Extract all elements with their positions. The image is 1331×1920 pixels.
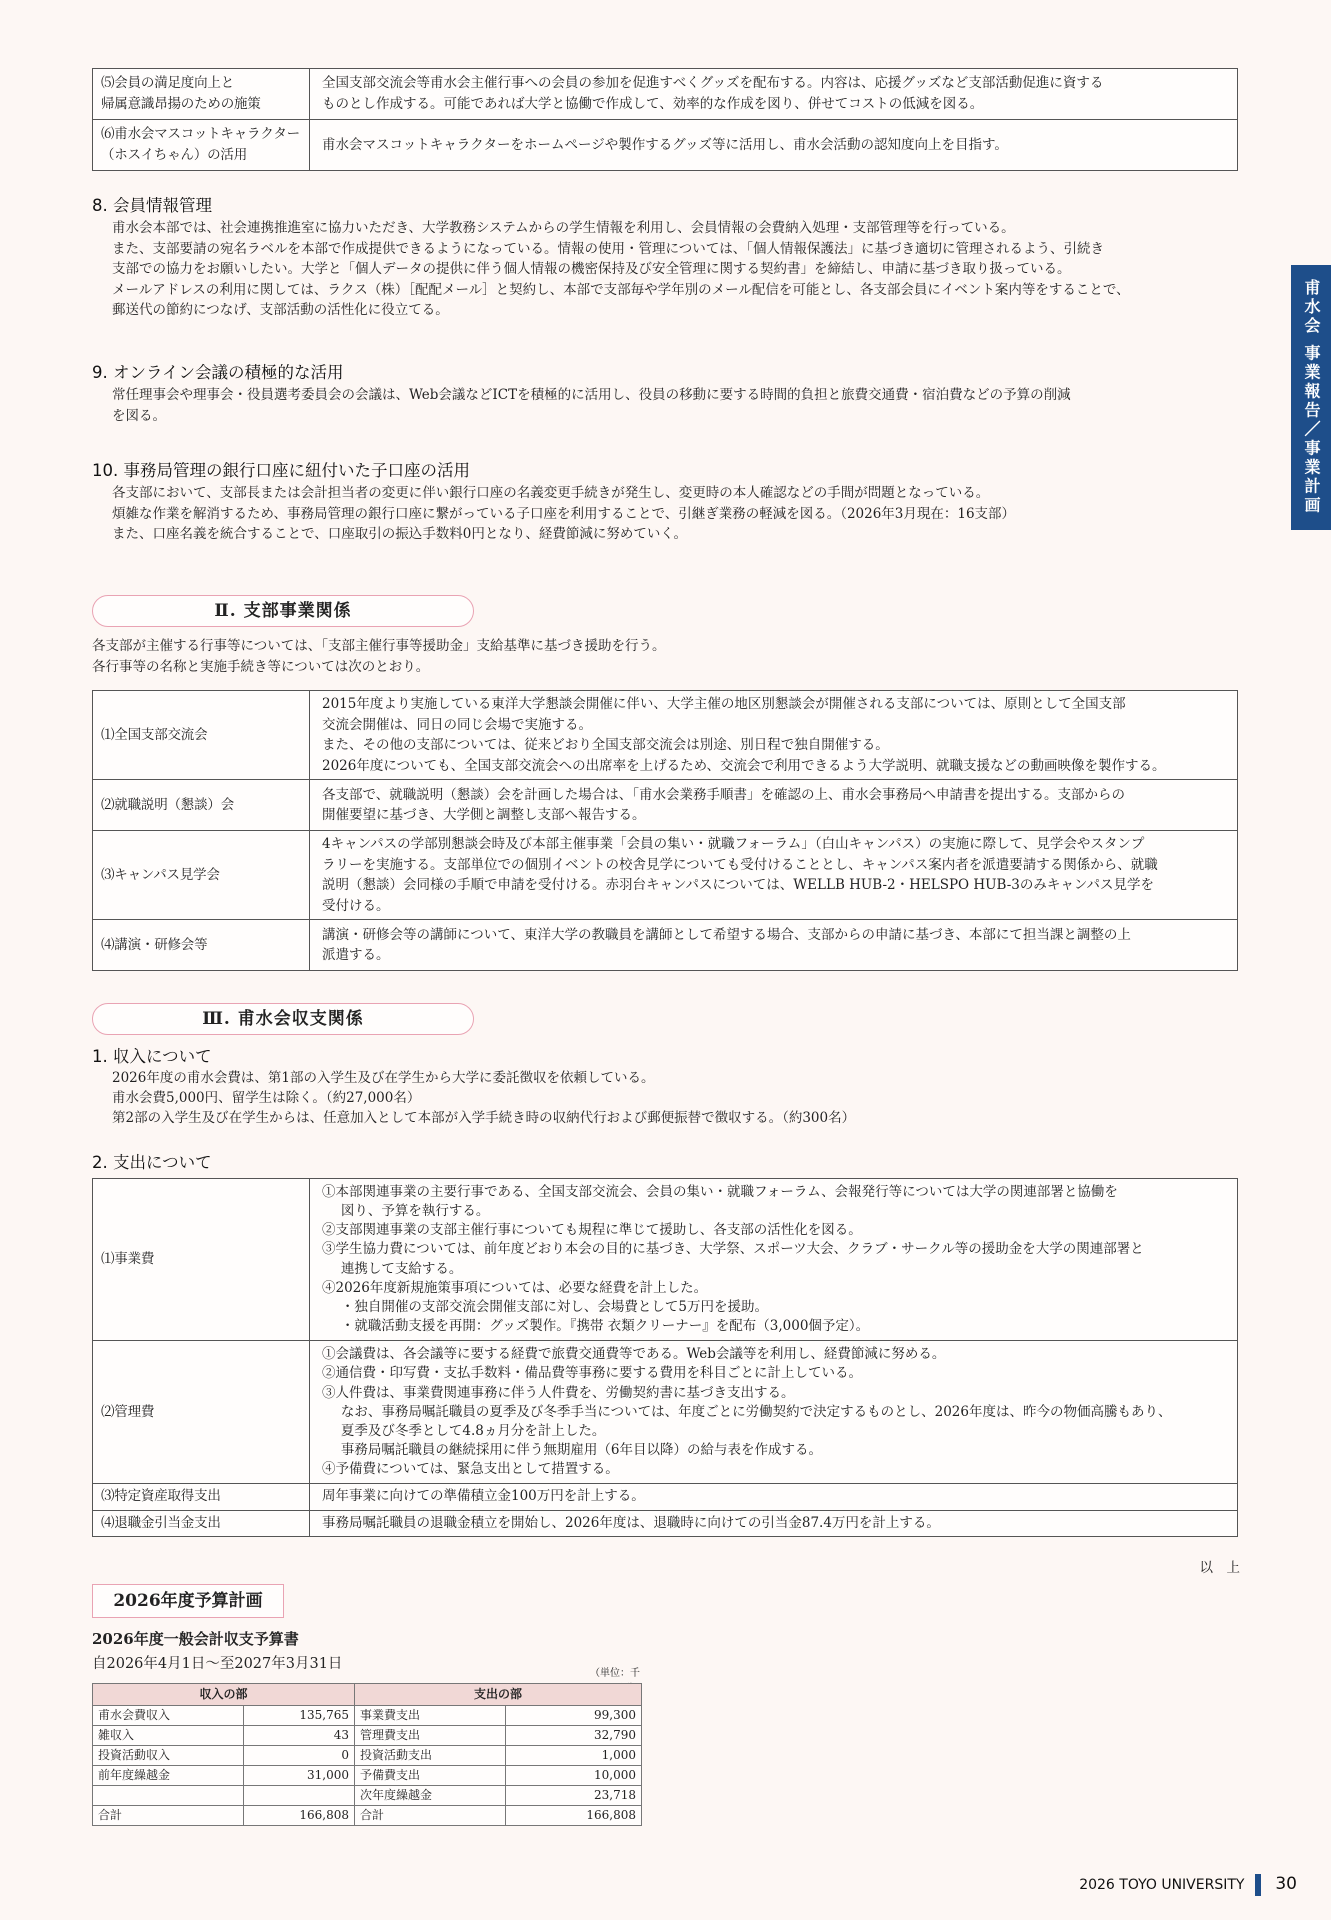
table-row bbox=[93, 69, 1238, 120]
section-title: 1. 収入について bbox=[92, 1047, 212, 1066]
row-head: ⑴全国支部交流会 bbox=[93, 691, 310, 780]
table-row bbox=[93, 1341, 1238, 1484]
expense-value: 32,790 bbox=[506, 1726, 642, 1746]
part2-heading: Ⅱ. 支部事業関係 bbox=[92, 595, 474, 627]
text-line: 各支部において、支部長または会計担当者の変更に伴い銀行口座の名義変更手続きが発生し、変更時の本人確認などの手間が問題となっている。 bbox=[112, 485, 990, 502]
table-row bbox=[93, 1766, 642, 1786]
text-line: 図り、予算を執行する。 bbox=[340, 1203, 490, 1220]
income-label: 雑収入 bbox=[93, 1726, 244, 1746]
text-line: を図る。 bbox=[112, 407, 166, 424]
branch-events-table bbox=[92, 690, 1238, 971]
text-line: ・就職活動支援を再開：グッズ製作。『携帯 衣類クリーナー』を配布（3,000個予定）。 bbox=[340, 1318, 870, 1335]
table-row bbox=[93, 1706, 642, 1726]
text-line: ②支部関連事業の支部主催行事についても規程に準じて援助し、各支部の活性化を図る。 bbox=[322, 1222, 862, 1239]
table-row bbox=[93, 1786, 642, 1806]
income-value: 43 bbox=[244, 1726, 355, 1746]
table-row bbox=[93, 780, 1238, 831]
text-line: 各支部が主催する行事等については、「支部主催行事等援助金」支給基準に基づき援助を行う。 bbox=[92, 638, 666, 654]
row-body: 2015年度より実施している東洋大学懇談会開催に伴い、大学主催の地区別懇談会が開催される支部については、原則として全国支部 交流会開催は、同日の同じ会場で実施する。 また、その他の支部については、従来どおり全国支部交流会は別途、別日程で独自開催する。 2026年度についても、全国支部交流会への出席率を上げるため、交流会で利用できるよう大学説明、就職支援などの動画映像を製作する。 bbox=[310, 691, 1238, 780]
table-row bbox=[93, 691, 1238, 780]
budget-table bbox=[92, 1683, 642, 1826]
text-line: 夏季及び冬季として4.8ヵ月分を計上した。 bbox=[340, 1422, 606, 1439]
text-line: また、口座名義を統合することで、口座取引の振込手数料0円となり、経費節減に努めていく。 bbox=[112, 526, 688, 543]
row-body bbox=[310, 1179, 1238, 1341]
text-line: ②通信費・印写費・支払手数料・備品費等事務に要する費用を科目ごとに計上している。 bbox=[322, 1365, 862, 1382]
budget-unit: （単位：千 bbox=[590, 1668, 640, 1679]
income-value: 0 bbox=[244, 1746, 355, 1766]
text-line: 甫水会費5,000円、留学生は除く。（約27,000名） bbox=[112, 1090, 421, 1107]
text-line: 事務局嘱託職員の継続採用に伴う無期雇用（6年目以降）の給与表を作成する。 bbox=[340, 1442, 822, 1459]
row-head: ⑶キャンパス見学会 bbox=[93, 831, 310, 920]
text-line: 各行事等の名称と実施手続き等については次のとおり。 bbox=[92, 658, 430, 675]
table-header-row bbox=[93, 1684, 642, 1706]
text-line: ①本部関連事業の主要行事である、全国支部交流会、会員の集い・就職フォーラム、会報発行等については大学の関連部署と協働を bbox=[322, 1184, 1118, 1200]
table-row bbox=[93, 920, 1238, 971]
row-body: 全国支部交流会等甫水会主催行事への会員の参加を促進すべくグッズを配布する。内容は、応援グッズなど支部活動促進に資する ものとし作成する。可能であれば大学と協働で作成して、効率的な作成を図り、併せてコストの低減を図る。 bbox=[310, 69, 1238, 120]
row-body: 甫水会マスコットキャラクターをホームページや製作するグッズ等に活用し、甫水会活動の認知度向上を目指す。 bbox=[310, 120, 1238, 171]
footer-bar bbox=[1255, 1874, 1261, 1896]
expense-value: 166,808 bbox=[506, 1806, 642, 1826]
text-line: なお、事務局嘱託職員の夏季及び冬季手当については、年度ごとに労働契約で決定するものとし、2026年度は、昨今の物価高騰もあり、 bbox=[340, 1403, 1172, 1420]
income-section bbox=[92, 1044, 1242, 1129]
text-line: ・独自開催の支部交流会開催支部に対し、会場費として5万円を援助。 bbox=[340, 1298, 768, 1315]
table-row bbox=[93, 1746, 642, 1766]
row-head: ⑴事業費 bbox=[93, 1179, 310, 1341]
top-policy-table bbox=[92, 68, 1238, 171]
budget-plan-box: 2026年度予算計画 bbox=[92, 1584, 284, 1618]
text-line: ③学生協力費については、前年度どおり本会の目的に基づき、大学祭、スポーツ大会、クラブ・サークル等の援助金を大学の関連部署と bbox=[322, 1241, 1144, 1258]
expense-label: 合計 bbox=[355, 1806, 506, 1826]
expense-header: 支出の部 bbox=[355, 1684, 642, 1706]
section-body bbox=[92, 218, 1242, 321]
income-header: 収入の部 bbox=[93, 1684, 355, 1706]
expense-label: 次年度繰越金 bbox=[355, 1786, 506, 1806]
income-label: 合計 bbox=[93, 1806, 244, 1826]
text-line: メールアドレスの利用に関しては、ラクス（株）［配配メール］と契約し、本部で支部毎や学年別のメール配信を可能とし、各支部会員にイベント案内等をすることで、 bbox=[112, 281, 1130, 298]
row-head: ⑶特定資産取得支出 bbox=[93, 1484, 310, 1510]
text-line: 甫水会本部では、社会連携推進室に協力いただき、大学教務システムからの学生情報を利用し、会員情報の会費納入処理・支部管理等を行っている。 bbox=[112, 220, 1015, 237]
text-line: 支部での協力をお願いしたい。大学と「個人データの提供に伴う個人情報の機密保持及び安全管理に関する契約書」を締結し、申請に基づき取り扱っている。 bbox=[112, 261, 1071, 278]
part3-heading: Ⅲ. 甫水会収支関係 bbox=[92, 1003, 474, 1035]
table-row bbox=[93, 1484, 1238, 1510]
row-head: ⑵就職説明（懇談）会 bbox=[93, 780, 310, 831]
text-line: ④2026年度新規施策事項については、必要な経費を計上した。 bbox=[322, 1279, 708, 1296]
page-number: 30 bbox=[1275, 1874, 1297, 1895]
text-line: ①会議費は、各会議等に要する経費で旅費交通費等である。Web会議等を利用し、経費節減に努める。 bbox=[322, 1346, 946, 1363]
section-title: 10. 事務局管理の銀行口座に紐付いた子口座の活用 bbox=[92, 461, 470, 480]
footer-label: 2026 TOYO UNIVERSITY bbox=[1079, 1877, 1245, 1894]
text-line: 2026年度の甫水会費は、第1部の入学生及び在学生から大学に委託徴収を依頼している。 bbox=[112, 1070, 655, 1087]
budget-period: 自2026年4月1日～至2027年3月31日 bbox=[92, 1656, 343, 1672]
table-row bbox=[93, 1510, 1238, 1536]
expense-label: 管理費支出 bbox=[355, 1726, 506, 1746]
row-body: 周年事業に向けての準備積立金100万円を計上する。 bbox=[310, 1484, 1238, 1510]
section-9 bbox=[92, 360, 1242, 426]
closing-mark: 以 上 bbox=[1199, 1560, 1240, 1576]
expense-table bbox=[92, 1178, 1238, 1537]
text-line: 郵送代の節約につなげ、支部活動の活性化に役立てる。 bbox=[112, 302, 449, 319]
table-row bbox=[93, 120, 1238, 171]
income-value: 31,000 bbox=[244, 1766, 355, 1786]
expense-title: 2. 支出について bbox=[92, 1153, 212, 1172]
row-head: ⑹甫水会マスコットキャラクター （ホスイちゃん）の活用 bbox=[93, 120, 310, 171]
expense-label: 予備費支出 bbox=[355, 1766, 506, 1786]
income-label: 投資活動収入 bbox=[93, 1746, 244, 1766]
side-chapter-tab: 甫水会 事業報告／事業計画 bbox=[1291, 265, 1331, 530]
section-body bbox=[92, 385, 1242, 426]
row-head: ⑵管理費 bbox=[93, 1341, 310, 1484]
row-body: 事務局嘱託職員の退職金積立を開始し、2026年度は、退職時に向けての引当金87.4万円を計上する。 bbox=[310, 1510, 1238, 1536]
row-head: ⑷講演・研修会等 bbox=[93, 920, 310, 971]
text-line: 連携して支給する。 bbox=[340, 1260, 463, 1277]
section-8 bbox=[92, 193, 1242, 321]
income-label: 甫水会費収入 bbox=[93, 1706, 244, 1726]
income-value: 166,808 bbox=[244, 1806, 355, 1826]
row-body: 各支部で、就職説明（懇談）会を計画した場合は、「甫水会業務手順書」を確認の上、甫水会事務局へ申請書を提出する。支部からの 開催要望に基づき、大学側と調整し支部へ報告する。 bbox=[310, 780, 1238, 831]
table-total-row bbox=[93, 1806, 642, 1826]
section-title: 9. オンライン会議の積極的な活用 bbox=[92, 363, 344, 382]
section-body bbox=[92, 1069, 1242, 1129]
text-line: また、支部要請の宛名ラベルを本部で作成提供できるようになっている。情報の使用・管理については、「個人情報保護法」に基づき適切に管理されるよう、引続き bbox=[112, 240, 1104, 257]
text-line: 常任理事会や理事会・役員選考委員会の会議は、Web会議などICTを積極的に活用し、役員の移動に要する時間的負担と旅費交通費・宿泊費などの予算の削減 bbox=[112, 387, 1071, 404]
table-row bbox=[93, 1179, 1238, 1341]
section-10 bbox=[92, 458, 1242, 545]
row-head: ⑸会員の満足度向上と 帰属意識昂揚のための施策 bbox=[93, 69, 310, 120]
table-row bbox=[93, 831, 1238, 920]
text-line: ③人件費は、事業費関連事務に伴う人件費を、労働契約書に基づき支出する。 bbox=[322, 1384, 795, 1401]
expense-value: 23,718 bbox=[506, 1786, 642, 1806]
section-title: 8. 会員情報管理 bbox=[92, 196, 212, 215]
expense-label: 投資活動支出 bbox=[355, 1746, 506, 1766]
text-line: ④予備費については、緊急支出として措置する。 bbox=[322, 1461, 619, 1478]
row-body: 4キャンパスの学部別懇談会時及び本部主催事業「会員の集い・就職フォーラム」（白山キャンパス）の実施に際して、見学会やスタンプ ラリーを実施する。支部単位での個別イベントの校舎見学についても受付けることとし、キャンパス案内者を派遣要請する関係から、就職 説明（懇談）会同様の手順で申請を受付ける。赤羽台キャンパスについては、WELLB HUB-2・HELSPO HUB-3のみキャンパス見学を 受付ける。 bbox=[310, 831, 1238, 920]
text-line: 煩雑な作業を解消するため、事務局管理の銀行口座に繋がっている子口座を利用することで、引継ぎ業務の軽減を図る。（2026年3月現在：16支部） bbox=[112, 505, 1016, 522]
table-row bbox=[93, 1726, 642, 1746]
expense-value: 10,000 bbox=[506, 1766, 642, 1786]
row-body bbox=[310, 1341, 1238, 1484]
income-value bbox=[244, 1786, 355, 1806]
part2-intro bbox=[92, 636, 1242, 677]
expense-value: 1,000 bbox=[506, 1746, 642, 1766]
text-line: 第2部の入学生及び在学生からは、任意加入として本部が入学手続き時の収納代行および郵便振替で徴収する。（約300名） bbox=[112, 1110, 856, 1127]
expense-value: 99,300 bbox=[506, 1706, 642, 1726]
page-footer bbox=[1079, 1872, 1297, 1898]
row-body: 講演・研修会等の講師について、東洋大学の教職員を講師として希望する場合、支部からの申請に基づき、本部にて担当課と調整の上 派遣する。 bbox=[310, 920, 1238, 971]
section-body bbox=[92, 483, 1242, 545]
budget-title: 2026年度一般会計収支予算書 bbox=[92, 1630, 299, 1648]
row-head: ⑷退職金引当金支出 bbox=[93, 1510, 310, 1536]
income-label: 前年度繰越金 bbox=[93, 1766, 244, 1786]
income-label bbox=[93, 1786, 244, 1806]
expense-label: 事業費支出 bbox=[355, 1706, 506, 1726]
income-value: 135,765 bbox=[244, 1706, 355, 1726]
